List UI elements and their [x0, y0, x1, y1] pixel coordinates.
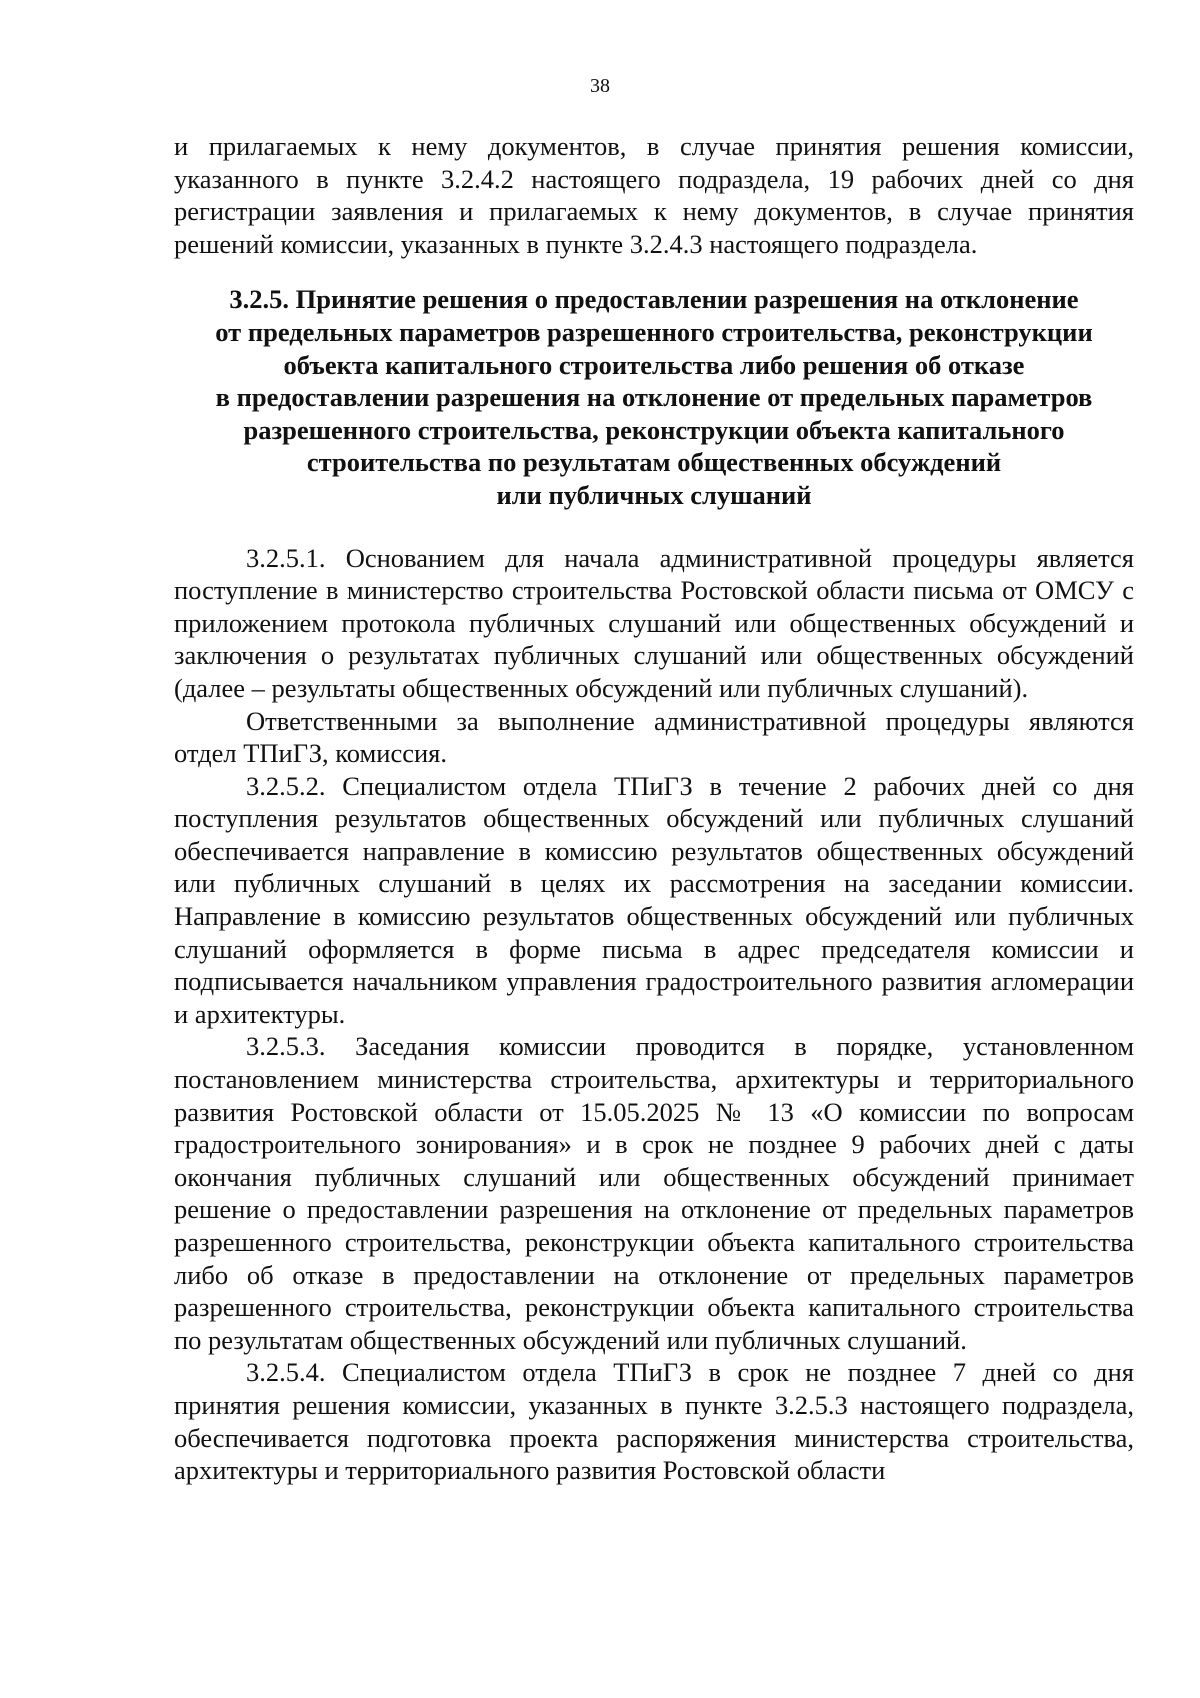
paragraph-3-2-5-3: 3.2.5.3. Заседания комиссии проводится в порядке, установленном постановлением министерства строительства, архитектуры и территориального развития Ростовской области от 15.05.2025 № 13 «О комиссии по вопросам градостроительного зонирования» и в срок не позднее 9 рабочих дней с даты окончания публичных слушаний или общественных обсуждений принимает решение о предоставлении разрешения на отклонение от предельных параметров разрешенного строительства, реконструкции объекта капитального строительства либо об отказе в предоставлении на отклонение от предельных параметров разрешенного строительства, реконструкции объекта капитального строительства по результатам общественных обсуждений или публичных слушаний.	[174, 1031, 1134, 1355]
heading-line: строительства по результатам общественных обсуждений	[306, 447, 1002, 478]
heading-line: разрешенного строительства, реконструкции объекта капитального	[243, 414, 1065, 445]
heading-line: 3.2.5. Принятие решения о предоставлении разрешения на отклонение	[229, 284, 1079, 315]
paragraph-responsible: Ответственными за выполнение административной процедуры являются отдел ТПиГЗ, комиссия.	[174, 705, 1134, 769]
section-heading	[174, 283, 1134, 511]
paragraph-3-2-5-4: 3.2.5.4. Специалистом отдела ТПиГЗ в срок не позднее 7 дней со дня принятия решения комиссии, указанных в пункте 3.2.5.3 настоящего подраздела, обеспечивается подготовка проекта распоряжения министерства строительства, архитектуры и территориального развития Ростовской области	[174, 1357, 1134, 1486]
heading-line: или публичных слушаний	[496, 479, 812, 510]
page-number: 38	[590, 75, 610, 97]
heading-line: от предельных параметров разрешенного строительства, реконструкции	[215, 316, 1093, 347]
continuation-paragraph: и прилагаемых к нему документов, в случае принятия решения комиссии, указанного в пункте 3.2.4.2 настоящего подраздела, 19 рабочих дней со дня регистрации заявления и прилагаемых к нему документов, в случае принятия решений комиссии, указанных в пункте 3.2.4.3 настоящего подраздела.	[174, 131, 1134, 259]
page-content	[174, 130, 1134, 1487]
heading-line: объекта капитального строительства либо решения об отказе	[283, 349, 1025, 380]
heading-line: в предоставлении разрешения на отклонение от предельных параметров	[215, 382, 1093, 413]
paragraph-3-2-5-2: 3.2.5.2. Специалистом отдела ТПиГЗ в течение 2 рабочих дней со дня поступления результатов общественных обсуждений или публичных слушаний обеспечивается направление в комиссию результатов общественных обсуждений или публичных слушаний в целях их рассмотрения на заседании комиссии. Направление в комиссию результатов общественных обсуждений или публичных слушаний оформляется в форме письма в адрес председателя комиссии и подписывается начальником управления градостроительного развития агломерации и архитектуры.	[174, 770, 1134, 1029]
paragraph-3-2-5-1: 3.2.5.1. Основанием для начала административной процедуры является поступление в министерство строительства Ростовской области письма от ОМСУ с приложением протокола публичных слушаний или общественных обсуждений и заключения о результатах публичных слушаний или общественных обсуждений (далее – результаты общественных обсуждений или публичных слушаний).	[174, 542, 1134, 703]
